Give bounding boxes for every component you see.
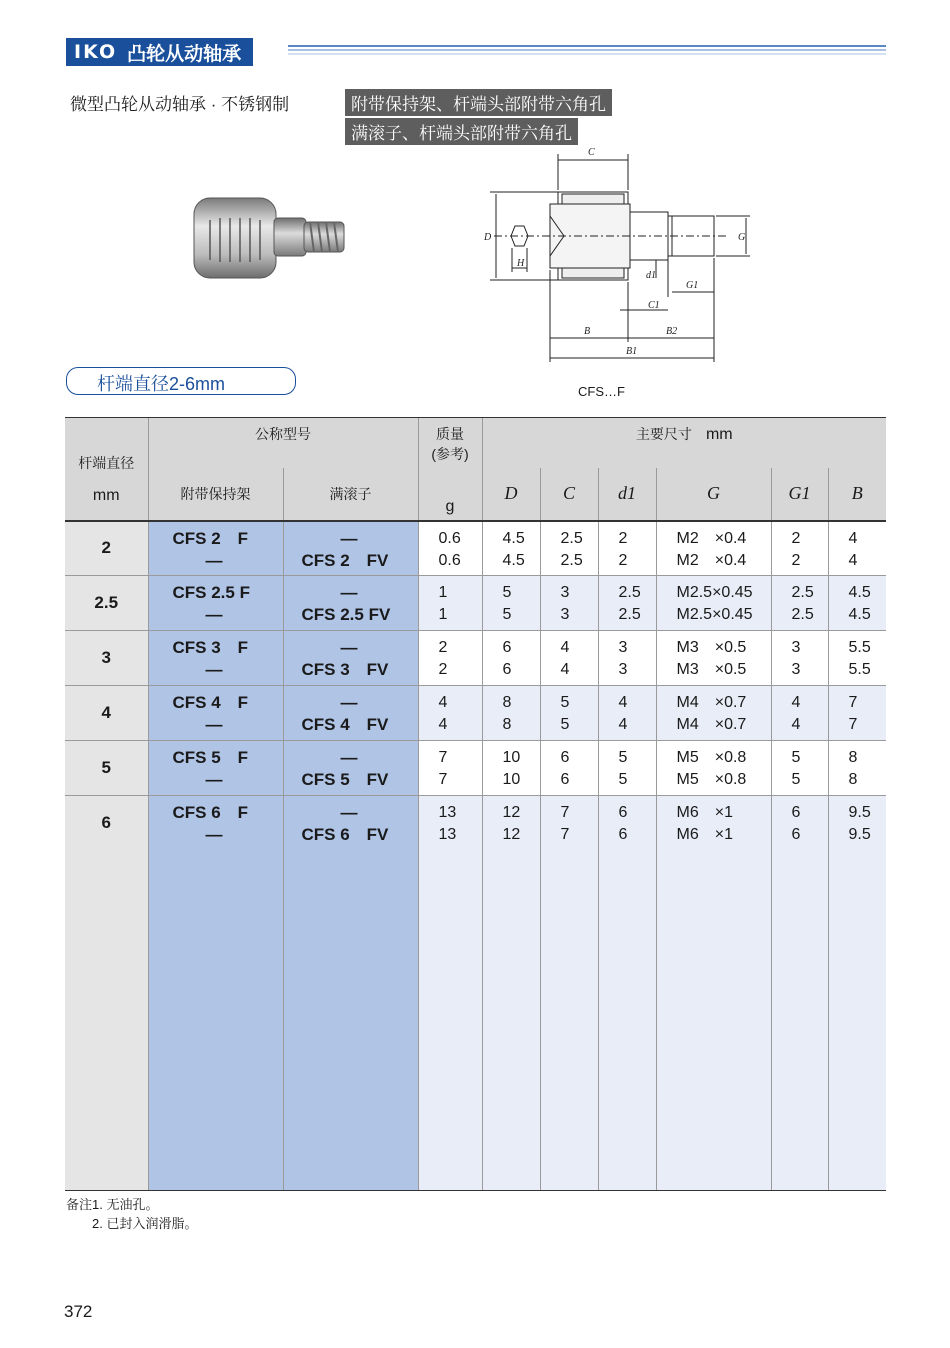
cell-G1 <box>771 521 828 576</box>
cell-value: 5.5 <box>848 639 871 656</box>
cell-value: 2 <box>438 661 448 678</box>
dim-label-C: C <box>588 147 595 158</box>
note-1: 备注1. 无油孔。 <box>66 1197 159 1212</box>
cell-G <box>656 576 771 631</box>
header-model: 公称型号 <box>148 418 418 468</box>
cell-value: 2 <box>438 639 448 656</box>
cell-mass <box>418 576 482 631</box>
cell-value: 2.5 <box>560 529 583 547</box>
dimension-drawing <box>470 142 760 372</box>
cell-d1 <box>598 686 656 741</box>
product-photo <box>190 192 350 282</box>
filler-cell <box>148 851 283 1191</box>
cell-G <box>656 741 771 796</box>
range-label: 杆端直径2-6mm <box>66 367 296 395</box>
cell-full <box>283 686 418 741</box>
cell-B <box>828 576 886 631</box>
cell-value: 2.5 <box>618 606 641 623</box>
cell-value: 5 <box>791 771 801 788</box>
cell-value: CFS 6 FV <box>301 825 389 844</box>
header-col-D: D <box>482 468 540 521</box>
cell-value: 1 <box>438 606 448 623</box>
cell-C <box>540 521 598 576</box>
cell-value: M2.5×0.45 <box>676 606 753 623</box>
cell-value: 13 <box>438 804 457 821</box>
cell-value: — <box>205 550 223 570</box>
header-col-d1: d1 <box>598 468 656 521</box>
cell-dia: 5 <box>65 741 148 796</box>
cell-value: CFS 2 FV <box>301 550 389 570</box>
cell-value: 10 <box>502 771 521 788</box>
type-tag-full: 满滚子、杆端头部附带六角孔 <box>345 118 578 145</box>
cell-value: CFS 6 F <box>172 803 249 822</box>
cell-cage <box>148 521 283 576</box>
cell-value: 6 <box>560 749 570 766</box>
cell-value: CFS 3 F <box>172 638 249 657</box>
cell-full <box>283 796 418 851</box>
cell-cage <box>148 796 283 851</box>
filler-cell <box>771 851 828 1191</box>
filler-cell <box>828 851 886 1191</box>
cell-cage <box>148 576 283 631</box>
cell-D <box>482 741 540 796</box>
cell-value: M4 ×0.7 <box>676 694 747 711</box>
cell-value: 10 <box>502 749 521 766</box>
filler-cell <box>283 851 418 1191</box>
cell-value: 8 <box>848 749 858 766</box>
cell-value: 3 <box>560 584 570 601</box>
cell-value: CFS 5 F <box>172 748 249 767</box>
cell-value: 6 <box>791 826 801 843</box>
cell-value: 6 <box>560 771 570 788</box>
cell-value: — <box>340 803 358 822</box>
cell-value: — <box>205 770 223 789</box>
spec-table <box>65 417 886 1191</box>
cell-C <box>540 796 598 851</box>
cell-value: 2.5 <box>791 606 814 623</box>
cell-mass <box>418 631 482 686</box>
cell-value: 6 <box>618 826 628 843</box>
cell-D <box>482 631 540 686</box>
cell-cage <box>148 631 283 686</box>
cell-value: 4 <box>438 694 448 711</box>
page-header <box>66 38 253 66</box>
drawing-caption: CFS…F <box>578 384 625 399</box>
cell-value: 6 <box>502 639 512 656</box>
dim-label-D: D <box>484 232 492 243</box>
cell-value: 7 <box>560 804 570 821</box>
header-dia: 杆端直径 mm <box>65 418 148 521</box>
cell-value: 7 <box>848 694 858 711</box>
cell-value: — <box>340 748 358 767</box>
header-mass: 质量 (参考) <box>418 418 482 468</box>
cell-B <box>828 741 886 796</box>
cell-value: — <box>340 638 358 657</box>
dim-label-B1: B1 <box>626 346 638 357</box>
cell-value: 4 <box>791 694 801 711</box>
cell-value: 7 <box>438 771 448 788</box>
cell-C <box>540 741 598 796</box>
cell-value: CFS 2 F <box>172 528 249 548</box>
cell-value: 3 <box>791 661 801 678</box>
cell-value: 6 <box>791 804 801 821</box>
cell-value: M3 ×0.5 <box>676 639 747 656</box>
cell-B <box>828 686 886 741</box>
cell-mass <box>418 796 482 851</box>
cell-dia: 3 <box>65 631 148 686</box>
type-tag-cage: 附带保持架、杆端头部附带六角孔 <box>345 89 612 116</box>
cell-dia: 2.5 <box>65 576 148 631</box>
cell-value: 5 <box>502 606 512 623</box>
cell-value: 0.6 <box>438 551 461 569</box>
header-col-G1: G1 <box>771 468 828 521</box>
dim-label-d1: d1 <box>646 270 656 281</box>
note-2: 2. 已封入润滑脂。 <box>92 1216 198 1231</box>
cell-full <box>283 741 418 796</box>
cell-G1 <box>771 796 828 851</box>
table-row <box>65 686 886 741</box>
cell-d1 <box>598 631 656 686</box>
page-number: 372 <box>64 1302 93 1321</box>
cell-value: CFS 2.5 F <box>172 583 250 602</box>
cell-value: 4 <box>438 716 448 733</box>
cell-dia: 6 <box>65 796 148 851</box>
cell-value: 12 <box>502 804 521 821</box>
dim-label-G: G <box>738 232 746 243</box>
dim-label-B: B <box>584 326 591 337</box>
cell-value: 2 <box>791 551 801 569</box>
cell-D <box>482 576 540 631</box>
cell-value: 12 <box>502 826 521 843</box>
header-col-C: C <box>540 468 598 521</box>
cell-D <box>482 686 540 741</box>
header-dims: 主要尺寸 mm <box>482 418 886 468</box>
table-row <box>65 741 886 796</box>
cell-value: M4 ×0.7 <box>676 716 747 733</box>
cell-value: 2 <box>618 551 628 569</box>
cell-B <box>828 521 886 576</box>
cell-value: M5 ×0.8 <box>676 749 747 766</box>
cell-value: 3 <box>618 639 628 656</box>
cell-d1 <box>598 576 656 631</box>
cell-value: 4 <box>560 661 570 678</box>
cell-G <box>656 796 771 851</box>
iko-logo: IKO <box>74 41 118 63</box>
cell-value: 4 <box>791 716 801 733</box>
cell-value: 5 <box>502 584 512 601</box>
header-title: 凸轮从动轴承 <box>127 43 242 65</box>
cell-cage <box>148 741 283 796</box>
cell-value: 2.5 <box>560 551 583 569</box>
cell-value: 9.5 <box>848 826 871 843</box>
cell-B <box>828 631 886 686</box>
cell-value: 4.5 <box>848 584 871 601</box>
cell-value: 8 <box>502 694 512 711</box>
cell-value: — <box>205 825 223 844</box>
cell-value: 4 <box>618 694 628 711</box>
cell-G1 <box>771 631 828 686</box>
cell-value: 2.5 <box>791 584 814 601</box>
filler-cell <box>418 851 482 1191</box>
cell-full <box>283 631 418 686</box>
cell-value: M2 ×0.4 <box>676 529 747 547</box>
cell-value: 7 <box>560 826 570 843</box>
product-subtitle: 微型凸轮从动轴承 · 不锈钢制 <box>70 95 290 114</box>
dim-label-G1: G1 <box>686 280 699 291</box>
filler-cell <box>482 851 540 1191</box>
cell-value: M2 ×0.4 <box>676 551 747 569</box>
cell-d1 <box>598 741 656 796</box>
cell-value: 3 <box>560 606 570 623</box>
cell-full <box>283 521 418 576</box>
notes <box>66 1195 197 1233</box>
cell-value: M6 ×1 <box>676 804 733 821</box>
table-filler-row <box>65 851 886 1191</box>
filler-cell <box>540 851 598 1191</box>
cell-D <box>482 521 540 576</box>
cell-value: CFS 4 FV <box>301 715 389 734</box>
cell-G <box>656 686 771 741</box>
table-row <box>65 631 886 686</box>
cell-dia: 4 <box>65 686 148 741</box>
cell-value: CFS 2.5 FV <box>301 605 391 624</box>
filler-cell <box>598 851 656 1191</box>
cell-value: 2.5 <box>618 584 641 601</box>
cell-C <box>540 631 598 686</box>
cell-C <box>540 686 598 741</box>
cell-value: M2.5×0.45 <box>676 584 753 601</box>
cell-value: 2 <box>791 529 801 547</box>
cell-dia: 2 <box>65 521 148 576</box>
cell-mass <box>418 521 482 576</box>
cell-value: 8 <box>848 771 858 788</box>
cell-value: M3 ×0.5 <box>676 661 747 678</box>
cell-value: 5.5 <box>848 661 871 678</box>
cell-value: 4 <box>618 716 628 733</box>
cell-value: — <box>205 715 223 734</box>
cell-value: 7 <box>848 716 858 733</box>
cell-C <box>540 576 598 631</box>
cell-mass <box>418 686 482 741</box>
cell-value: 5 <box>560 716 570 733</box>
filler-cell <box>656 851 771 1191</box>
cell-value: 8 <box>502 716 512 733</box>
header-full: 满滚子 <box>283 468 418 521</box>
dim-label-B2: B2 <box>666 326 678 337</box>
cell-G <box>656 631 771 686</box>
cell-value: M5 ×0.8 <box>676 771 747 788</box>
cell-B <box>828 796 886 851</box>
cell-value: 5 <box>560 694 570 711</box>
cell-cage <box>148 686 283 741</box>
cell-D <box>482 796 540 851</box>
cell-value: 9.5 <box>848 804 871 821</box>
cell-G1 <box>771 576 828 631</box>
table-row <box>65 576 886 631</box>
dim-label-H: H <box>517 258 525 269</box>
cell-value: 2 <box>618 529 628 547</box>
cell-mass <box>418 741 482 796</box>
cell-value: — <box>205 605 223 624</box>
cell-G1 <box>771 741 828 796</box>
cell-value: 3 <box>791 639 801 656</box>
cell-G1 <box>771 686 828 741</box>
cell-value: 1 <box>438 584 448 601</box>
spec-table-body <box>65 521 886 1191</box>
filler-cell <box>65 851 148 1191</box>
header-cage: 附带保持架 <box>148 468 283 521</box>
cell-full <box>283 576 418 631</box>
header-rule <box>288 45 886 57</box>
table-row <box>65 796 886 851</box>
cell-d1 <box>598 796 656 851</box>
header-badge <box>66 38 253 66</box>
cell-value: 13 <box>438 826 457 843</box>
header-col-G: G <box>656 468 771 521</box>
cell-value: — <box>340 583 358 602</box>
cell-value: 6 <box>502 661 512 678</box>
cell-d1 <box>598 521 656 576</box>
cell-value: 4 <box>560 639 570 656</box>
table-row <box>65 521 886 576</box>
cell-value: — <box>205 660 223 679</box>
cell-value: 3 <box>618 661 628 678</box>
cell-value: 4 <box>848 529 858 547</box>
cell-value: 5 <box>791 749 801 766</box>
cell-value: M6 ×1 <box>676 826 733 843</box>
cell-value: CFS 4 F <box>172 693 249 712</box>
cell-value: 7 <box>438 749 448 766</box>
cell-value: CFS 5 FV <box>301 770 389 789</box>
cell-value: — <box>340 693 358 712</box>
cell-value: 6 <box>618 804 628 821</box>
cell-value: 0.6 <box>438 529 461 547</box>
cell-G <box>656 521 771 576</box>
cell-value: 5 <box>618 771 628 788</box>
cell-value: 5 <box>618 749 628 766</box>
cell-value: 4 <box>848 551 858 569</box>
cell-value: 4.5 <box>502 529 525 547</box>
header-mass-unit: g <box>418 468 482 521</box>
cell-value: CFS 3 FV <box>301 660 389 679</box>
cell-value: 4.5 <box>848 606 871 623</box>
dim-label-C1: C1 <box>648 300 660 311</box>
header-col-B: B <box>828 468 886 521</box>
cell-value: — <box>340 528 358 548</box>
cell-value: 4.5 <box>502 551 525 569</box>
